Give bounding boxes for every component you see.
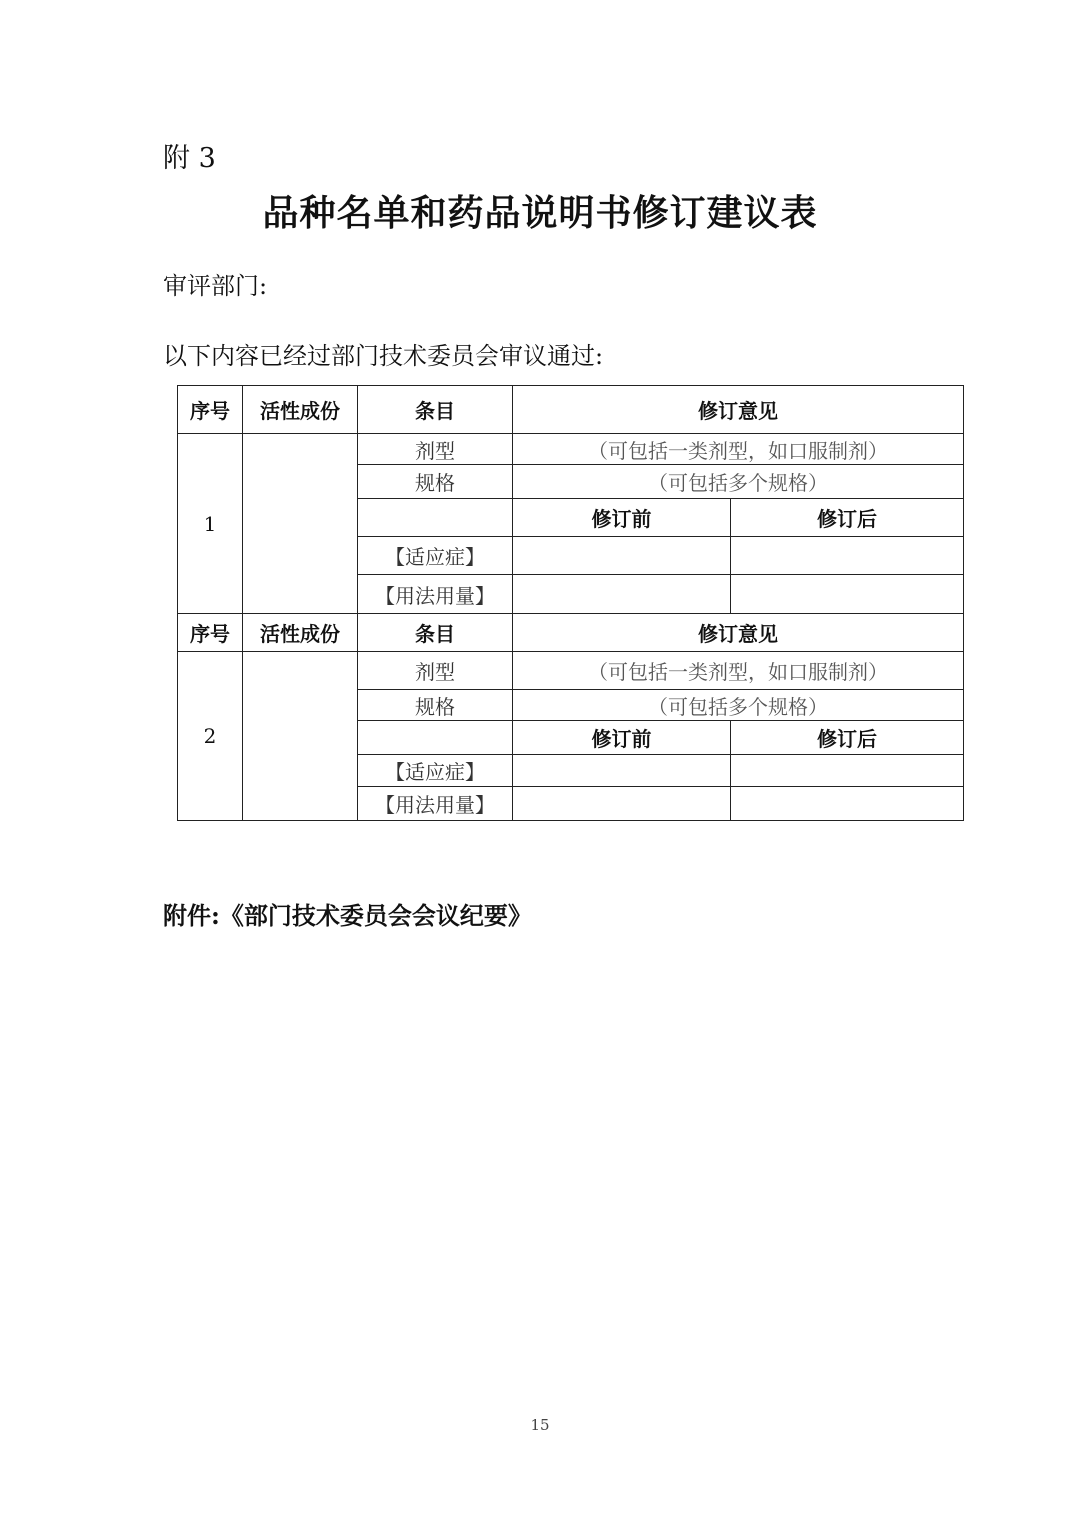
header-opinion: 修订意见 bbox=[513, 614, 964, 652]
before-revision-header: 修订前 bbox=[513, 721, 731, 755]
header-item: 条目 bbox=[358, 614, 513, 652]
revision-suggestion-table bbox=[177, 385, 964, 821]
indications-label: 【适应症】 bbox=[358, 537, 513, 575]
header-seq: 序号 bbox=[178, 386, 243, 434]
appendix-label: 附 3 bbox=[163, 143, 216, 174]
dosage-form-label: 剂型 bbox=[358, 434, 513, 465]
table-header-row bbox=[178, 386, 964, 434]
header-ingredient: 活性成份 bbox=[243, 386, 358, 434]
indications-after-cell bbox=[731, 755, 964, 787]
indications-before-cell bbox=[513, 537, 731, 575]
empty-item-cell bbox=[358, 499, 513, 537]
ingredient-cell bbox=[243, 434, 358, 614]
table-row bbox=[178, 434, 964, 465]
after-revision-header: 修订后 bbox=[731, 721, 964, 755]
attachment-reference: 附件:《部门技术委员会会议纪要》 bbox=[163, 901, 532, 930]
header-ingredient: 活性成份 bbox=[243, 614, 358, 652]
group-number: 1 bbox=[178, 434, 243, 614]
dosage-form-hint: （可包括一类剂型，如口服制剂） bbox=[513, 652, 964, 690]
dosage-form-label: 剂型 bbox=[358, 652, 513, 690]
ingredient-cell bbox=[243, 652, 358, 821]
before-revision-header: 修订前 bbox=[513, 499, 731, 537]
table-row bbox=[178, 652, 964, 690]
usage-dosage-before-cell bbox=[513, 575, 731, 614]
usage-dosage-after-cell bbox=[731, 787, 964, 821]
specification-label: 规格 bbox=[358, 465, 513, 499]
header-opinion: 修订意见 bbox=[513, 386, 964, 434]
header-item: 条目 bbox=[358, 386, 513, 434]
review-department-label: 审评部门: bbox=[163, 272, 268, 300]
dosage-form-hint: （可包括一类剂型，如口服制剂） bbox=[513, 434, 964, 465]
specification-hint: （可包括多个规格） bbox=[513, 690, 964, 721]
empty-item-cell bbox=[358, 721, 513, 755]
specification-label: 规格 bbox=[358, 690, 513, 721]
specification-hint: （可包括多个规格） bbox=[513, 465, 964, 499]
usage-dosage-label: 【用法用量】 bbox=[358, 575, 513, 614]
usage-dosage-label: 【用法用量】 bbox=[358, 787, 513, 821]
usage-dosage-before-cell bbox=[513, 787, 731, 821]
approval-note: 以下内容已经过部门技术委员会审议通过: bbox=[163, 342, 604, 370]
page-number: 15 bbox=[530, 1416, 550, 1434]
after-revision-header: 修订后 bbox=[731, 499, 964, 537]
group-number: 2 bbox=[178, 652, 243, 821]
document-title: 品种名单和药品说明书修订建议表 bbox=[262, 192, 818, 234]
indications-before-cell bbox=[513, 755, 731, 787]
indications-after-cell bbox=[731, 537, 964, 575]
header-seq: 序号 bbox=[178, 614, 243, 652]
usage-dosage-after-cell bbox=[731, 575, 964, 614]
indications-label: 【适应症】 bbox=[358, 755, 513, 787]
table-header-row bbox=[178, 614, 964, 652]
